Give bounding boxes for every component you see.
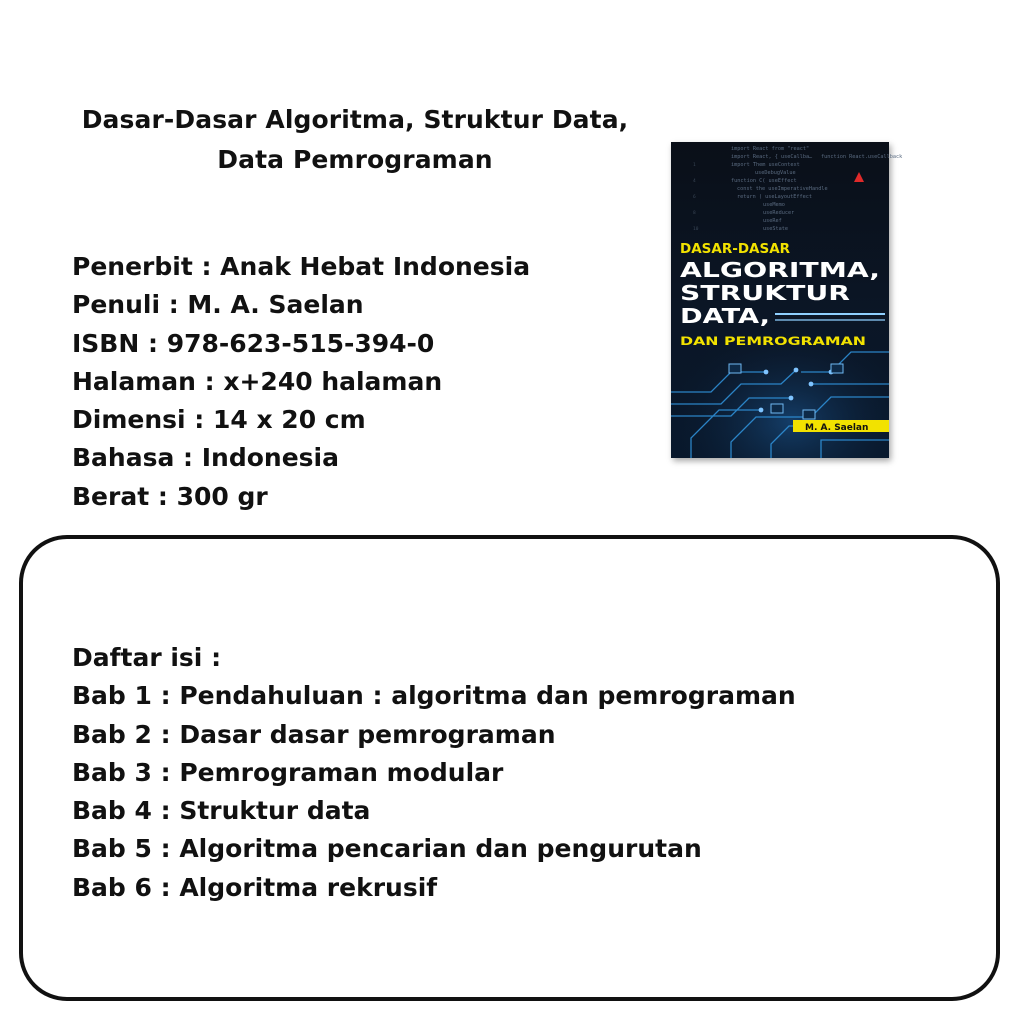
svg-text:6: 6 [693, 195, 696, 200]
book-title [60, 100, 650, 180]
svg-text:import React, { useCallba…: import React, { useCallba… [731, 154, 813, 160]
svg-text:function C( useEffect: function C( useEffect [731, 178, 797, 184]
cover-author: M. A. Saelan [805, 423, 869, 433]
spec-publisher: Penerbit : Anak Hebat Indonesia [72, 252, 531, 281]
svg-text:10: 10 [693, 227, 699, 232]
svg-text:useMemo: useMemo [763, 202, 785, 208]
svg-text:function React.useCallback: function React.useCallback [821, 154, 903, 160]
svg-text:const the useImperativeHandle: const the useImperativeHandle [737, 186, 828, 192]
book-title-line-1: Dasar-Dasar Algoritma, Struktur Data, [81, 105, 629, 134]
spec-isbn: ISBN : 978-623-515-394-0 [72, 328, 435, 358]
svg-text:4: 4 [693, 179, 696, 184]
toc-item: Bab 3 : Pemrograman modular [72, 757, 504, 787]
svg-text:import Them useContext: import Them useContext [731, 162, 800, 168]
svg-text:return ( useLayoutEffect: return ( useLayoutEffect [737, 194, 812, 200]
toc-item: Bab 4 : Struktur data [72, 796, 371, 826]
svg-text:import React from "react": import React from "react" [731, 146, 810, 152]
toc-item: Bab 2 : Dasar dasar pemrograman [72, 719, 556, 749]
svg-text:useReducer: useReducer [763, 210, 795, 216]
spec-pages: Halaman : x+240 halaman [72, 366, 443, 396]
spec-language: Bahasa : Indonesia [72, 443, 339, 473]
book-title-line-2: Data Pemrograman [217, 145, 493, 174]
svg-text:8: 8 [693, 211, 696, 216]
spec-dimensions: Dimensi : 14 x 20 cm [72, 405, 366, 435]
spec-author: Penuli : M. A. Saelan [72, 290, 364, 320]
cover-title-line-3: STRUKTUR [680, 281, 850, 305]
toc-heading: Daftar isi : [72, 643, 222, 672]
svg-text:1: 1 [693, 163, 696, 168]
book-cover-image [671, 142, 903, 458]
toc-item: Bab 5 : Algoritma pencarian dan pengurutan [72, 834, 702, 864]
svg-text:useState: useState [763, 226, 788, 232]
cover-title-line-5: DAN PEMROGRAMAN [680, 334, 866, 348]
toc-item: Bab 1 : Pendahuluan : algoritma dan pemrograman [72, 681, 796, 711]
cover-title-line-4: DATA, [680, 304, 770, 328]
book-specs-list [72, 248, 530, 516]
svg-text:useRef: useRef [763, 218, 782, 224]
svg-text:useDebugValue: useDebugValue [755, 170, 796, 176]
toc-item: Bab 6 : Algoritma rekrusif [72, 872, 438, 902]
cover-title-line-2: ALGORITMA, [680, 258, 880, 282]
table-of-contents-list [72, 639, 796, 907]
spec-weight: Berat : 300 gr [72, 481, 268, 511]
cover-title-line-1: DASAR-DASAR [680, 241, 791, 257]
